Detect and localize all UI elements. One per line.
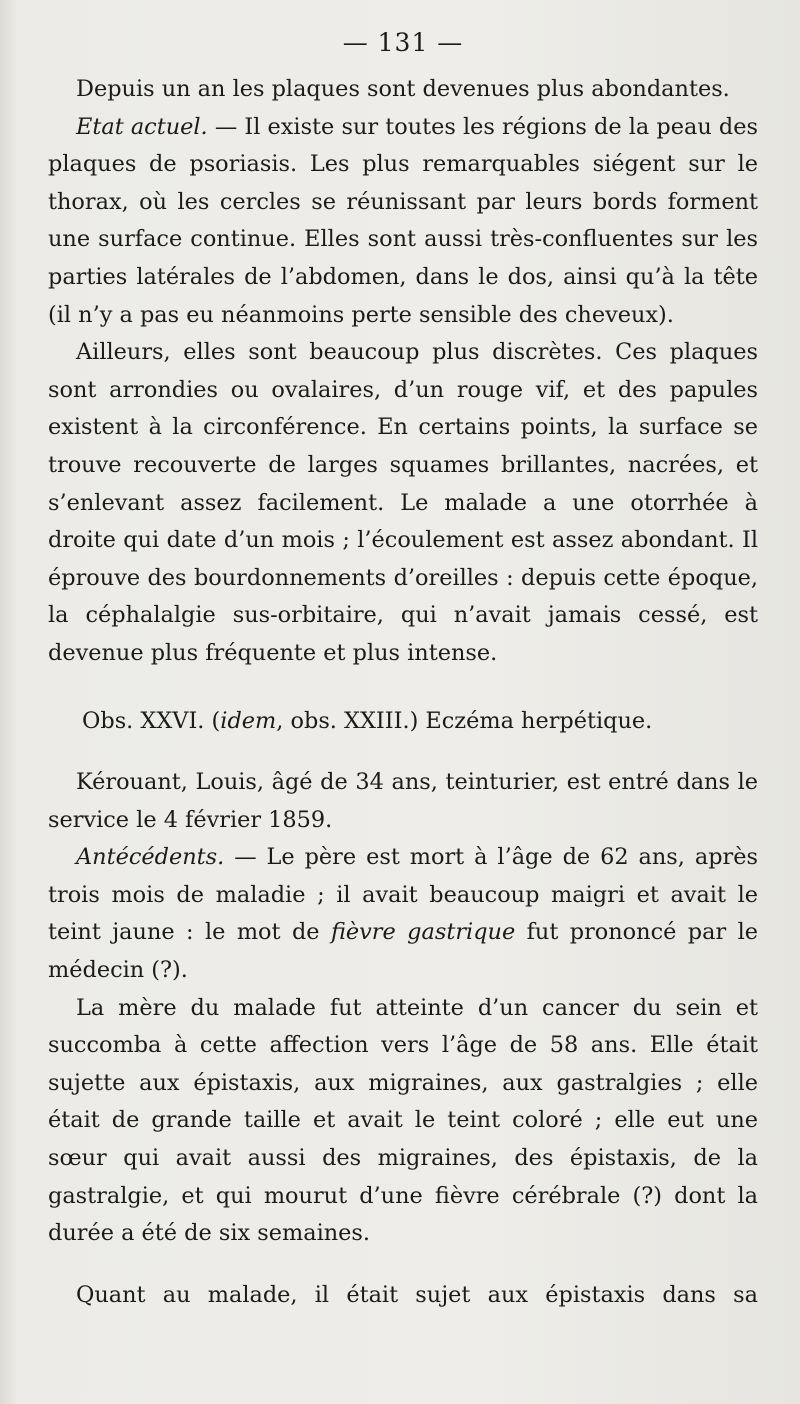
paragraph-mere [48, 990, 758, 1253]
paragraph-antecedents-italic: fièvre gastrique [330, 919, 516, 946]
paragraph-1-text: Depuis un an les plaques sont devenues plus abondantes. [76, 76, 730, 102]
section-lead-etat-actuel: Etat actuel. [76, 113, 208, 140]
paragraph-mere-text: La mère du malade fut atteinte d’un cancer du sein et succomba à cette affection vers l’âge de 58 ans. Elle était sujette aux épistaxis, aux migraines, aux gastralgies ; elle était de grande taille et avait le teint coloré ; elle eut une sœur qui avait aussi des migraines, des épistaxis, de la gastralgie, et qui mourut d’une fièvre cérébrale (?) dont la durée a été de six semaines. [48, 994, 758, 1247]
paragraph-antecedents-text-a: — Le père est mort à l’âge de 62 ans, après trois mois de maladie ; il avait beaucoup maigri et avait le teint jaune : le mot de [48, 844, 758, 946]
paragraph-etat-actuel-text: — Il existe sur toutes les régions de la peau des plaques de psoriasis. Les plus remarquables siégent sur le thorax, où les cercles se réunissant par leurs bords forment une surface continue. Elles sont aussi très-confluentes sur les parties latérales de l’abdomen, dans le dos, ainsi qu’à la tête (il n’y a pas eu néanmoins perte sensible des cheveux). [48, 113, 758, 328]
paragraph-antecedents-text-b: fut prononcé par le médecin (?). [48, 919, 758, 984]
paragraph-antecedents [48, 839, 758, 989]
paragraph-quant-au-malade-text: Quant au malade, il était sujet aux épistaxis dans sa [76, 1281, 758, 1308]
paragraph-patient-intro [48, 764, 758, 839]
paragraph-etat-actuel [48, 109, 758, 335]
paragraph-ailleurs-text: Ailleurs, elles sont beaucoup plus discrètes. Ces plaques sont arrondies ou ovalaires, d’un rouge vif, et des papules existent à la circonférence. En certains points, la surface se trouve recouverte de larges squames brillantes, nacrées, et s’enlevant assez facilement. Le malade a une otorrhée à droite qui date d’un mois ; l’écoulement est assez abondant. Il éprouve des bourdonnements d’oreilles : depuis cette époque, la céphalalgie sus-orbitaire, qui n’avait jamais cessé, est devenue plus fréquente et plus intense. [48, 339, 758, 666]
body-text [48, 71, 758, 1314]
observation-prefix: Obs. XXVI. ( [82, 707, 221, 734]
page-number: — 131 — [342, 28, 464, 57]
section-lead-antecedents: Antécédents. [76, 844, 225, 871]
paragraph-quant-au-malade [48, 1277, 758, 1315]
paragraph-ailleurs [48, 334, 758, 672]
observation-heading [48, 703, 758, 741]
paragraph-patient-intro-text: Kérouant, Louis, âgé de 34 ans, teinturier, est entré dans le service le 4 février 1859. [48, 769, 758, 833]
paragraph-1 [48, 71, 758, 109]
observation-idem: idem [220, 707, 277, 734]
observation-suffix: , obs. XXIII.) Eczéma herpétique. [276, 707, 653, 734]
